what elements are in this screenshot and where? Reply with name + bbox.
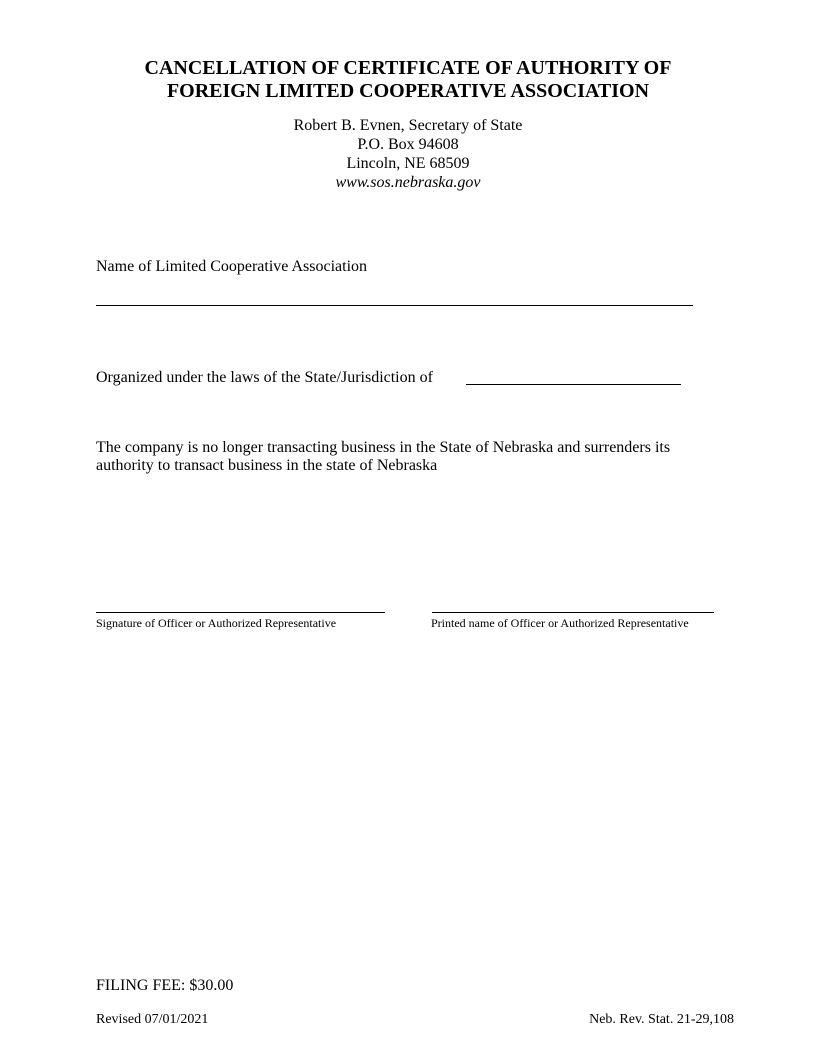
revised-date: Revised 07/01/2021 — [96, 1012, 209, 1027]
filing-fee: FILING FEE: $30.00 — [96, 977, 234, 994]
title-line-2: FOREIGN LIMITED COOPERATIVE ASSOCIATION — [166, 80, 650, 102]
page-title — [0, 57, 816, 103]
statement-line-2: authority to transact business in the state of Nebraska — [96, 457, 438, 474]
signature-caption: Signature of Officer or Authorized Representative — [96, 616, 337, 630]
jurisdiction-field[interactable] — [466, 384, 681, 385]
city-state-zip: Lincoln, NE 68509 — [346, 155, 470, 172]
statute-reference: Neb. Rev. Stat. 21-29,108 — [589, 1012, 734, 1027]
office-address — [0, 116, 816, 192]
surrender-statement — [96, 439, 726, 475]
signature-field[interactable] — [96, 612, 385, 613]
printed-name-field[interactable] — [432, 612, 714, 613]
jurisdiction-label: Organized under the laws of the State/Jurisdiction of — [96, 369, 433, 386]
title-line-1: CANCELLATION OF CERTIFICATE OF AUTHORITY OF — [144, 57, 672, 79]
po-box: P.O. Box 94608 — [357, 136, 459, 153]
printed-name-caption: Printed name of Officer or Authorized Representative — [431, 616, 689, 630]
website-link[interactable]: www.sos.nebraska.gov — [335, 174, 481, 191]
association-name-label: Name of Limited Cooperative Association — [96, 258, 368, 275]
statement-line-1: The company is no longer transacting business in the State of Nebraska and surrenders its — [96, 439, 671, 456]
secretary-name: Robert B. Evnen, Secretary of State — [293, 117, 523, 134]
association-name-field[interactable] — [96, 305, 693, 306]
